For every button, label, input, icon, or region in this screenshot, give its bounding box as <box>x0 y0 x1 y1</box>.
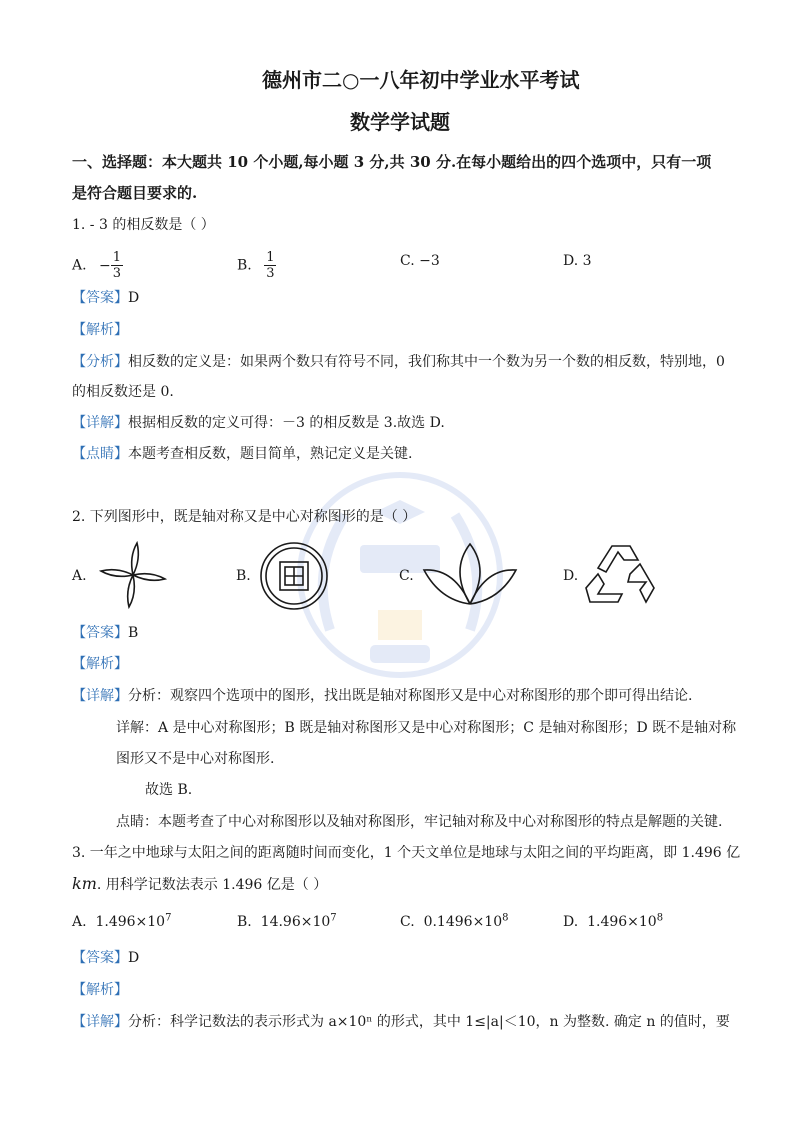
q1-option-a-sign: − <box>99 257 111 274</box>
q3-option-a-base: 1.496×10 <box>95 914 166 930</box>
q1-option-a <box>72 250 123 281</box>
q3-stem-line2-text: . 用科学记数法表示 1.496 亿是（ ） <box>96 877 328 893</box>
q1-option-b-denominator: 3 <box>266 266 275 281</box>
q1-option-b-numerator: 1 <box>266 250 275 265</box>
q2-analysis-tag: 【解析】 <box>72 656 128 672</box>
q2-line5: 点睛：本题考查了中心对称图形以及轴对称图形，牢记轴对称及中心对称图形的特点是解题的关键. <box>116 814 723 830</box>
q1-dianjing <box>72 444 412 464</box>
q2-answer <box>72 623 138 643</box>
q1-dianjing-text: 本题考查相反数，题目简单，熟记定义是关键. <box>128 446 413 462</box>
q1-answer-tag: 【答案】 <box>72 290 128 306</box>
q1-option-a-fraction <box>111 250 123 281</box>
q3-option-a <box>72 912 171 932</box>
q3-answer-tag: 【答案】 <box>72 950 128 966</box>
q1-option-b <box>237 250 276 281</box>
q2-xiangjie-tag: 【详解】 <box>72 688 128 704</box>
q3-xiangjie-text: 分析：科学记数法的表示形式为 a×10ⁿ 的形式，其中 1≤|a|＜10，n 为整数. 确定 n 的值时，要 <box>128 1014 730 1030</box>
q1-answer-value: D <box>128 290 140 306</box>
q3-option-d-exponent: 8 <box>656 912 664 924</box>
q3-analysis-tag: 【解析】 <box>72 982 128 998</box>
q1-dianjing-tag: 【点睛】 <box>72 446 128 462</box>
q3-option-b-label: B. <box>237 914 252 930</box>
q1-option-b-label: B. <box>237 257 252 274</box>
q1-option-a-label: A. <box>72 257 87 274</box>
lotus-figure-icon <box>420 540 520 606</box>
q1-option-c: C. −3 <box>400 253 440 269</box>
q3-stem-line2 <box>72 874 327 895</box>
q3-option-b-base: 14.96×10 <box>260 914 331 930</box>
q2-line1-text: 分析：观察四个选项中的图形，找出既是轴对称图形又是中心对称图形的那个即可得出结论. <box>128 688 693 704</box>
q2-answer-tag: 【答案】 <box>72 625 128 641</box>
q1-xiangjie-text: 根据相反数的定义可得：－3 的相反数是 3.故选 D. <box>128 415 445 431</box>
q1-analysis-tag: 【解析】 <box>72 322 128 338</box>
q2-option-b-label: B. <box>236 568 251 584</box>
page-subtitle: 数学学试题 <box>350 110 450 134</box>
q1-xiangjie <box>72 413 445 433</box>
section-instructions-line2: 是符合题目要求的. <box>72 184 198 202</box>
q2-line3: 图形又不是中心对称图形. <box>116 751 275 767</box>
q3-xiangjie <box>72 1012 730 1032</box>
pinwheel-figure-icon <box>98 540 168 610</box>
q1-fenxi-line2: 的相反数还是 0. <box>72 384 174 400</box>
page-title: 德州市二○一八年初中学业水平考试 <box>262 68 580 92</box>
q1-fenxi-text: 相反数的定义是：如果两个数只有符号不同，我们称其中一个数为另一个数的相反数，特别地，0 <box>128 354 725 370</box>
q2-line4: 故选 B. <box>145 782 193 798</box>
q3-option-d-base: 1.496×10 <box>587 914 657 930</box>
recycle-triangle-figure-icon <box>584 542 656 608</box>
q3-answer <box>72 948 139 968</box>
q1-fenxi-tag: 【分析】 <box>72 354 128 370</box>
section-instructions-line1: 一、选择题：本大题共 10 个小题,每小题 3 分,共 30 分.在每小题给出的四个选项中，只有一项 <box>72 153 712 171</box>
q3-option-c-exponent: 8 <box>502 912 509 924</box>
q3-option-b <box>237 912 337 932</box>
q3-option-d <box>563 912 663 932</box>
q2-option-a-label: A. <box>72 568 87 584</box>
q2-option-c-label: C. <box>399 568 414 584</box>
q1-option-a-numerator: 1 <box>112 250 122 265</box>
q1-option-a-denominator: 3 <box>112 266 122 281</box>
q3-option-c-label: C. <box>400 914 415 930</box>
q2-answer-value: B <box>128 625 139 641</box>
q2-line2: 详解：A 是中心对称图形；B 既是轴对称图形又是中心对称图形；C 是轴对称图形；D 既不是轴对称 <box>116 720 737 736</box>
q3-unit: km <box>72 874 97 893</box>
coin-figure-icon <box>258 540 330 612</box>
q2-option-d-label: D. <box>563 568 579 584</box>
q3-option-b-exponent: 7 <box>330 912 337 924</box>
q1-fenxi-line1 <box>72 352 725 372</box>
q3-option-c-base: 0.1496×10 <box>423 914 503 930</box>
q3-option-a-label: A. <box>72 914 87 930</box>
q1-answer <box>72 288 139 308</box>
q3-option-c <box>400 912 508 932</box>
q3-stem-line1: 3. 一年之中地球与太阳之间的距离随时间而变化，1 个天文单位是地球与太阳之间的平均距离，即 1.496 亿 <box>72 845 741 861</box>
q3-xiangjie-tag: 【详解】 <box>72 1014 128 1030</box>
q1-option-d: D. 3 <box>563 253 592 269</box>
q1-option-b-fraction <box>264 250 276 281</box>
q1-xiangjie-tag: 【详解】 <box>72 415 128 431</box>
q3-option-d-label: D. <box>563 914 579 930</box>
q1-stem: 1. - 3 的相反数是（ ） <box>72 217 215 233</box>
q3-option-a-exponent: 7 <box>165 912 172 924</box>
q2-stem: 2. 下列图形中，既是轴对称又是中心对称图形的是（ ） <box>72 509 417 525</box>
q2-line1 <box>72 686 692 706</box>
q3-answer-value: D <box>128 950 140 966</box>
